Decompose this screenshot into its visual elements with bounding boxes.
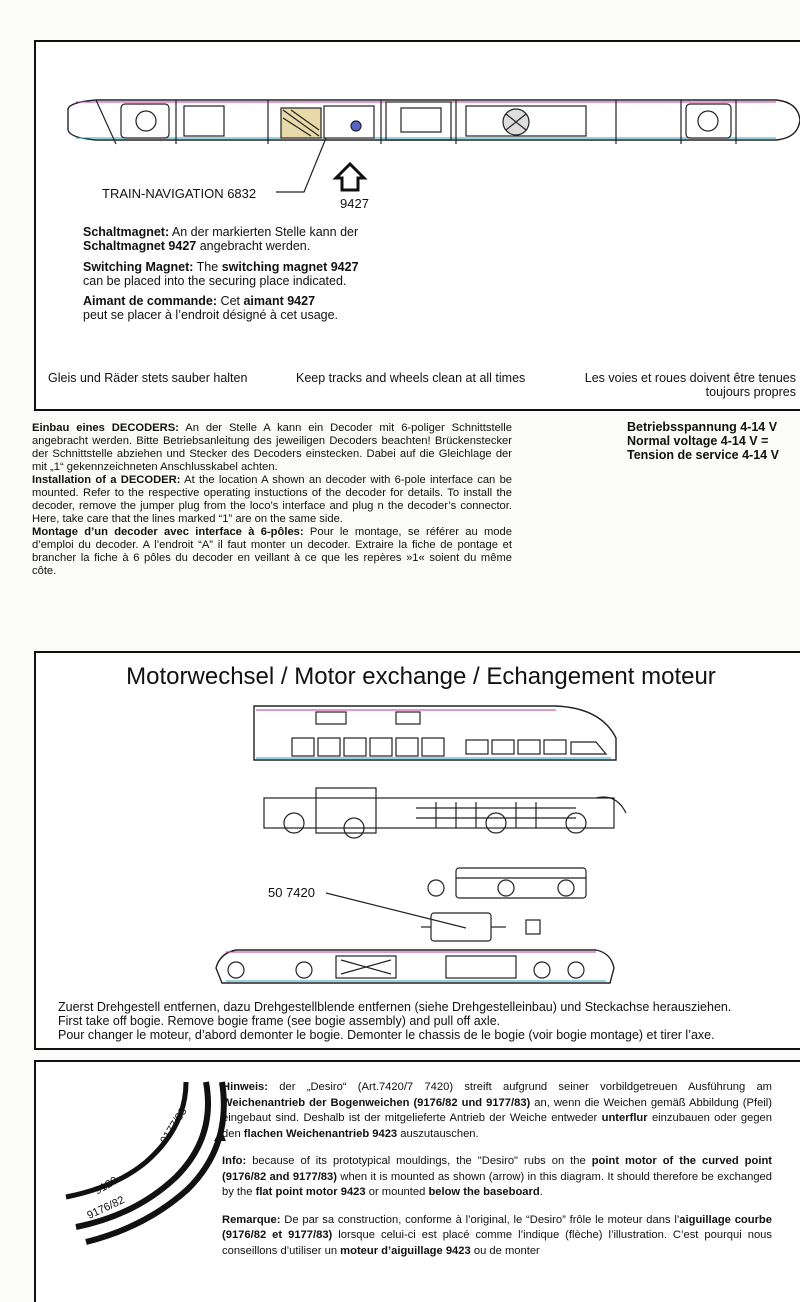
- track-label-9176: 9176/82: [85, 1194, 127, 1222]
- instruction-en: Switching Magnet: The switching magnet 9427 can be placed into the securing place indicated.: [83, 260, 359, 288]
- track-label-9120: 9120: [92, 1174, 120, 1198]
- motor-exchange-title: Motorwechsel / Motor exchange / Echangement moteur: [126, 663, 716, 690]
- motor-text-fr: Pour changer le moteur, d’abord demonter le bogie. Demonter le chassis de le bogie (voir bogie montage) et tirer l’axe.: [58, 1028, 715, 1042]
- instruction-fr: Aimant de commande: Cet aimant 9427 peut se placer à l’endroit désigné à cet usage.: [83, 294, 339, 322]
- motor-text-de: Zuerst Drehgestell entfernen, dazu Drehgestellblende entfernen (siehe Drehgestelleinbau) und Steckachse herausziehen.: [58, 1000, 732, 1014]
- footer-fr: Les voies et roues doivent être tenues toujours propres: [584, 371, 796, 399]
- loco-top-view-diagram: [36, 42, 800, 162]
- footer-de: Gleis und Räder stets sauber halten: [48, 371, 248, 385]
- motor-text-en: First take off bogie. Remove bogie frame (see bogie assembly) and pull off axle.: [58, 1014, 501, 1028]
- motor-part-label: 50 7420: [268, 885, 315, 900]
- motor-text: [58, 1000, 800, 1042]
- voltage-info: [627, 420, 779, 462]
- voltage-de: Betriebsspannung 4-14 V: [627, 420, 778, 434]
- motor-exchange-diagram: [36, 698, 800, 998]
- hint-en: Info: because of its prototypical mouldings, the "Desiro" rubs on the point motor of the curved point (9176/82 and 9177/83) when it is mounted as shown (arrow) in this diagram. It should therefore be exchanged by the flat point motor 9423 or mounted below the baseboard.: [222, 1155, 773, 1198]
- hint-text: [222, 1080, 772, 1259]
- train-navigation-label: TRAIN-NAVIGATION 6832: [102, 186, 257, 201]
- voltage-fr: Tension de service 4-14 V: [627, 448, 779, 462]
- footer-en: Keep tracks and wheels clean at all times: [296, 371, 526, 385]
- hint-fr: Remarque: De par sa construction, conforme à l’original, le “Desiro” frôle le moteur dans l’aiguillage courbe (9176/82 et 9177/83) lorsque celui-ci est placé comme l’indique (flèche) l’illustration. C’est pourqui nous conseillons d’utiliser un moteur d’aiguillage 9423 ou de monter: [222, 1213, 772, 1257]
- track-label-9177: 9177/83: [158, 1105, 190, 1147]
- part-9427-label: 9427: [340, 196, 369, 211]
- curved-point-diagram: [56, 1077, 226, 1227]
- hint-de: Hinweis: der „Desiro“ (Art.7420/7 7420) streift aufgrund seiner vorbildgetreuen Ausführung am Weichenantrieb der Bogenweichen (9176/82 und 9177/83) an, wenn die Weichen gemäß Abbildung (Pfeil) eingebaut sind. Deshalb ist der mitgelieferte Antrieb der Weiche entweder unterflur einzubauen oder gegen den flachen Weichenantrieb 9423 auszutauschen.: [222, 1081, 772, 1140]
- instruction-de: Schaltmagnet: An der markierten Stelle kann der Schaltmagnet 9427 angebracht werden.: [83, 225, 359, 253]
- point-motor-hint-panel: [34, 1060, 800, 1302]
- voltage-en: Normal voltage 4-14 V =: [627, 434, 769, 448]
- decoder-instructions: Einbau eines DECODERS: An der Stelle A kann ein Decoder mit 6-poliger Schnittstelle angebracht werden. Bitte Betriebsanleitung des jeweiligen Decoders beachten! Brückenstecker der Schnittstelle abziehen und Stecker des Decoders einstecken. Dabei auf die Gleichlage der mit „1“ gekennzeichneten Anschlusskabel achten. Installation of a DECODER: At the location A shown an decoder with 6-pole interface can be mounted. Refer to the respective operating instuctions of the decoder for details. To install the decoder, remove the jumper plug from the loco’s interface and plug n the decoder’s connector. Here, take care that the lines marked “1” are on the same side. Montage d’un decoder avec interface à 6-pôles: Pour le montage, se référer au mode d’emploi du decoder. A l’endroit “A” il faut monter un decoder. Extraire la fiche de pontage et brancher la fiche à 6 pôles du decoder en veillant à ce que les repères »1« soient du même côte.: [32, 422, 513, 577]
- top-instruction-panel: [34, 40, 800, 411]
- motor-exchange-panel: [34, 651, 800, 1050]
